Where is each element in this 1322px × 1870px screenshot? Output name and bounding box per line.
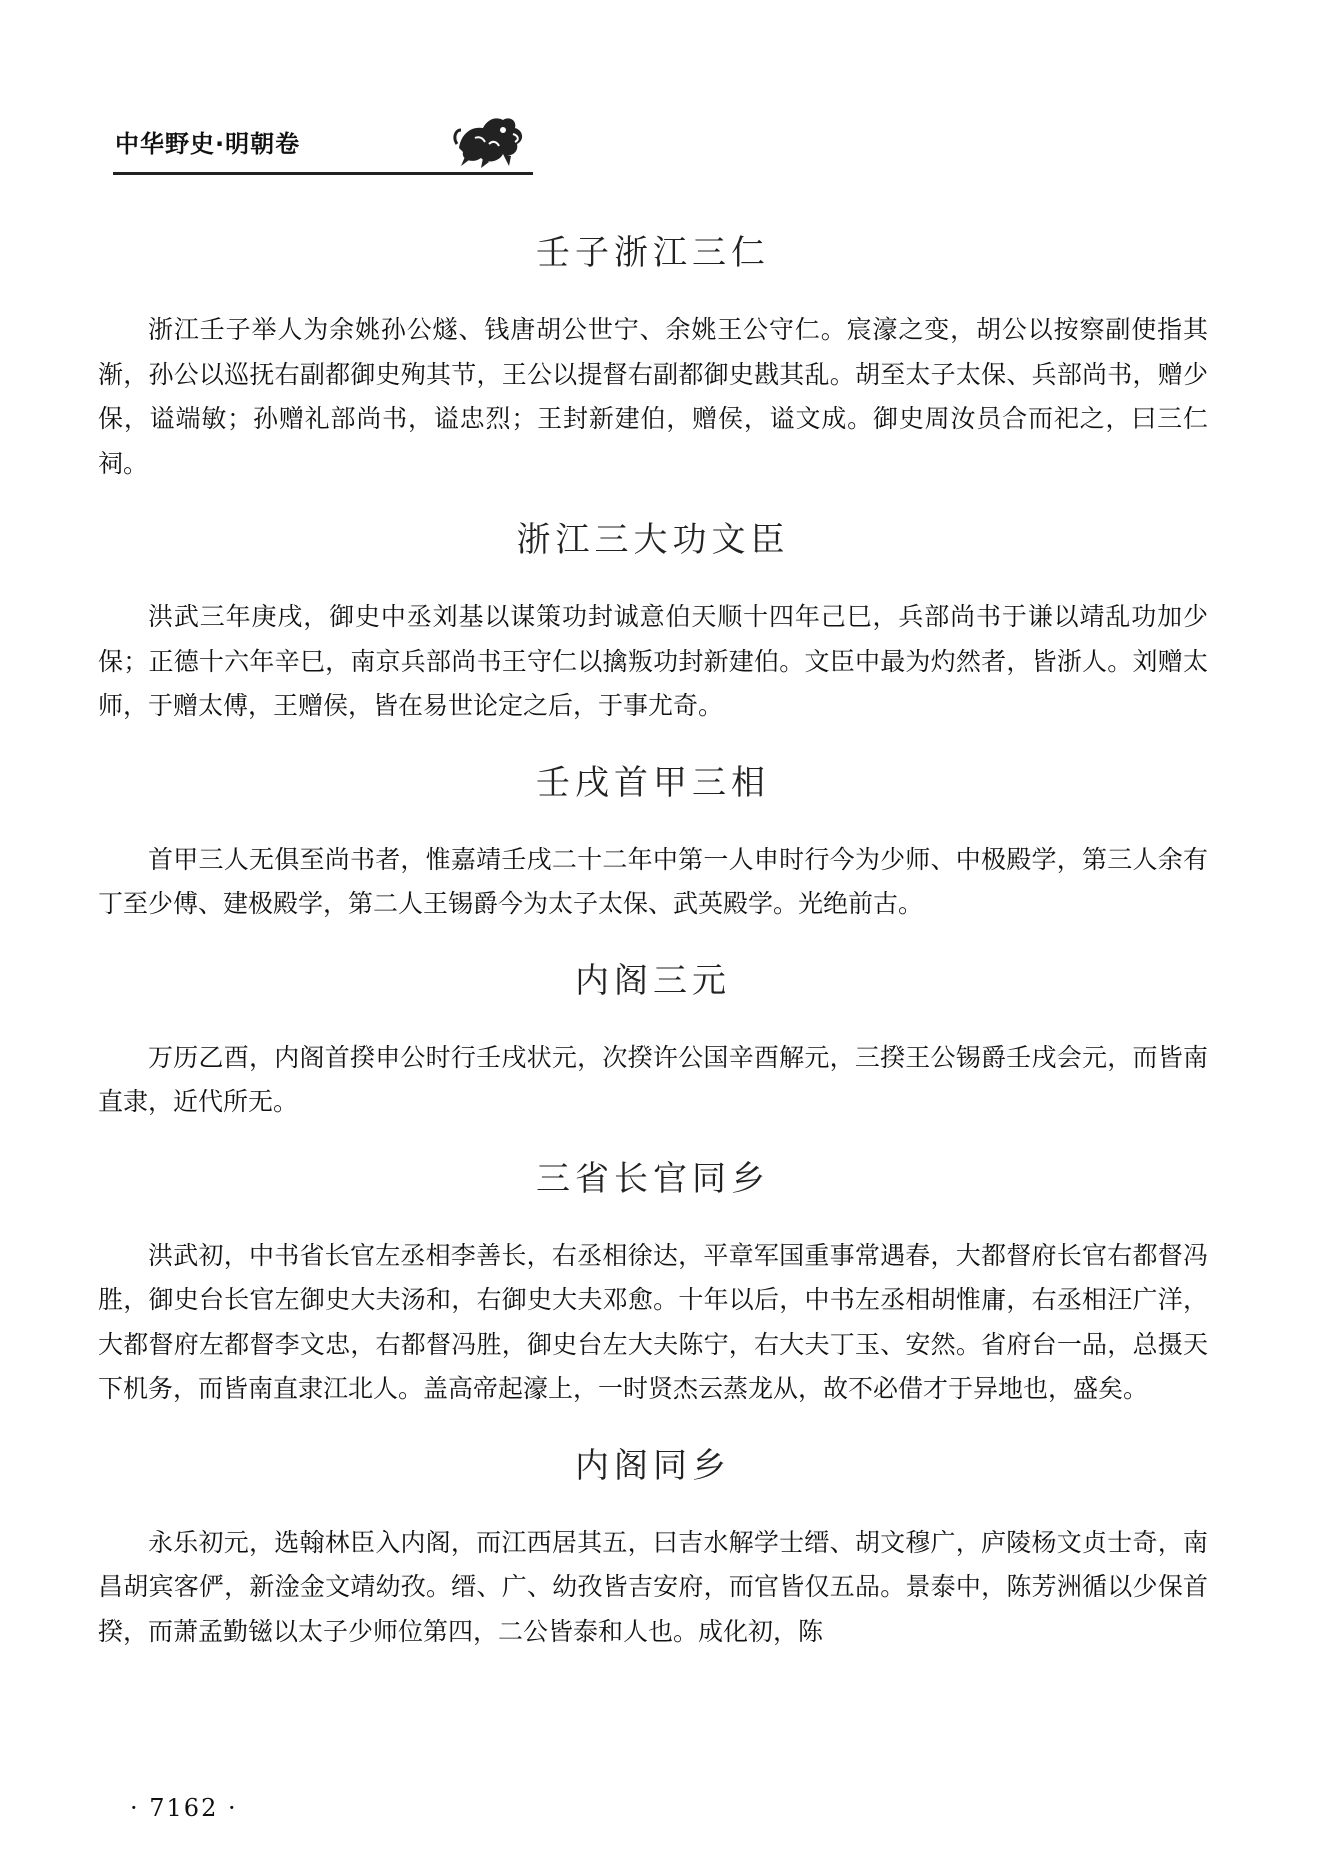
section-title: 壬戌首甲三相: [536, 762, 770, 803]
section-title: 浙江三大功文臣: [516, 520, 790, 560]
lion-emblem-icon: [453, 108, 527, 170]
section-paragraph: 万历乙酉，内阁首揆申公时行壬戌状元，次揆许公国辛酉解元，三揆王公锡爵壬戌会元，而皆南直隶，近代所无。: [98, 1042, 1208, 1116]
section-paragraph: 浙江壬子举人为余姚孙公燧、钱唐胡公世宁、余姚王公守仁。宸濠之变，胡公以按察副使指其渐，孙公以巡抚右副都御史殉其节，王公以提督右副都御史戡其乱。胡至太子太保、兵部尚书，赠少保，谥端敏；孙赠礼部尚书，谥忠烈；王封新建伯，赠侯，谥文成。御史周汝员合而祀之，曰三仁祠。: [98, 315, 1208, 478]
section-paragraph: 洪武初，中书省长官左丞相李善长，右丞相徐达，平章军国重事常遇春，大都督府长官右都督冯胜，御史台长官左御史大夫汤和，右御史大夫邓愈。十年以后，中书左丞相胡惟庸，右丞相汪广洋，大都督府左都督李文忠，右都督冯胜，御史台左大夫陈宁，右大夫丁玉、安然。省府台一品，总摄天下机务，而皆南直隶江北人。盖高帝起濠上，一时贤杰云蒸龙从，故不必借才于异地也，盛矣。: [98, 1240, 1208, 1403]
section-paragraph: 永乐初元，选翰林臣入内阁，而江西居其五，曰吉水解学士缙、胡文穆广，庐陵杨文贞士奇，南昌胡宾客俨，新淦金文靖幼孜。缙、广、幼孜皆吉安府，而官皆仅五品。景泰中，陈芳洲循以少保首揆，而萧孟勤镃以太子少师位第四，二公皆泰和人也。成化初，陈: [98, 1527, 1208, 1646]
section-title: 三省长官同乡: [536, 1158, 770, 1199]
page-number: · 7162 ·: [130, 1794, 238, 1822]
section-paragraph: 洪武三年庚戌，御史中丞刘基以谋策功封诚意伯天顺十四年己巳，兵部尚书于谦以靖乱功加少保；正德十六年辛巳，南京兵部尚书王守仁以擒叛功封新建伯。文臣中最为灼然者，皆浙人。刘赠太师，于赠太傅，王赠侯，皆在易世论定之后，于事尤奇。: [98, 602, 1208, 720]
section-paragraph: 首甲三人无俱至尚书者，惟嘉靖壬戌二十二年中第一人申时行今为少师、中极殿学，第三人余有丁至少傅、建极殿学，第二人王锡爵今为太子太保、武英殿学。光绝前古。: [98, 844, 1208, 918]
page-content: [98, 225, 1208, 1654]
section-title: 壬子浙江三仁: [536, 233, 770, 273]
section-title: 内阁三元: [575, 960, 731, 1001]
book-title: 中华野史·明朝卷: [115, 130, 301, 158]
section-title: 内阁同乡: [575, 1445, 731, 1486]
running-header: [113, 108, 533, 175]
